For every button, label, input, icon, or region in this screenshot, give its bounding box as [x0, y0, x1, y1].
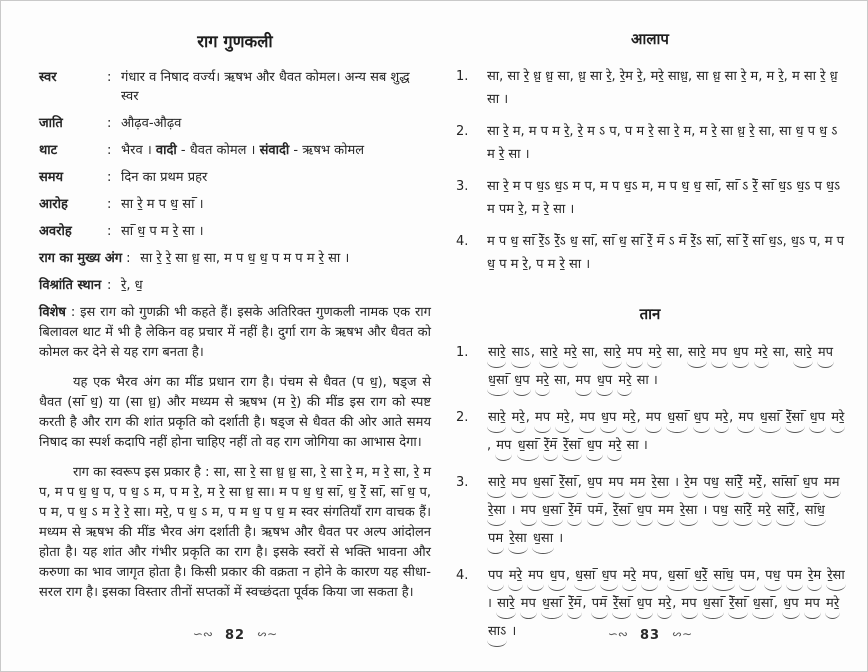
slur-group: पध॒: [712, 498, 729, 526]
slur-group: रे॒̅सा̅: [728, 591, 747, 619]
slur-group: मरे॒: [563, 340, 578, 368]
alap-heading: आलाप: [631, 30, 669, 48]
slur-group: मरे॒: [647, 340, 662, 368]
slur-group: रे॒सा: [508, 526, 527, 554]
page-footer-right: [453, 627, 847, 647]
paragraph: विशेष : इस राग को गुणक्री भी कहते हैं। इसके अतिरिक्त गुणकली नामक एक राग बिलावल थाट में भी है लेकिन वह प्रचार में नहीं है। दुर्गा राग के ऋषभ और धैवत को कोमल कर देने से यह राग बनता है।: [39, 305, 431, 360]
slur-group: रे॒म: [807, 563, 822, 591]
notation-text: सा रे॒ म प ध॒ऽ ध॒ऽ म प, म प ध॒ऽ म, म प ध॒ ध॒ सा̅, सा̅ ऽ रे॒̅ सा̅ ध॒ऽ ध॒ऽ प ध॒ऽ म पम रे॒, म रे॒ सा ।: [487, 179, 841, 217]
page-title: राग गुणकली: [197, 32, 273, 51]
attribute-label: विश्रांति स्थान: [39, 278, 102, 293]
bold-term: वादी: [155, 143, 177, 158]
slur-group: ध॒प: [600, 563, 617, 591]
alap-item: [453, 65, 847, 111]
slur-group: मम: [823, 470, 841, 498]
slur-group: पप: [487, 563, 504, 591]
notation-text: म प ध॒ सा̅ रे॒̅ऽ रे॒̅ऽ ध॒ सा̅, सा̅ ध॒ सा̅ रे॒̅ म̅ ऽ म̅ रे॒̅ऽ सा̅, सा̅ रे॒̅ सा̅ ध॒ऽ, ध॒ऽ प, म प ध॒ प म रे॒, प म रे॒ सा ।: [487, 234, 845, 272]
attribute-value: [121, 222, 431, 241]
slur-group: सारे॒: [687, 340, 706, 368]
page-footer-left: [39, 627, 431, 647]
slur-group: ध॒रे॒̅: [693, 563, 708, 591]
slur-group: रे॒̅सा̅: [612, 498, 631, 526]
taan-item: [453, 405, 847, 461]
slur-group: ध॒प: [801, 470, 818, 498]
slur-group: मरे॒̅: [748, 470, 763, 498]
slur-group: सारे॒: [487, 470, 506, 498]
slur-group: साऽ: [511, 340, 531, 368]
slur-group: मप: [645, 405, 662, 433]
slur-group: सारे॒: [602, 340, 621, 368]
attribute-value: [121, 168, 431, 187]
slur-group: मरे॒: [622, 405, 637, 433]
slur-group: मरे॒: [825, 591, 840, 619]
text-part: सा̅ ध॒ प म रे॒ सा ।: [121, 224, 204, 239]
slur-group: मप: [626, 340, 643, 368]
notation-text: सारे॒ मरे॒, मप मरे॒, मप ध॒प मरे॒, मप ध॒सा̅ ध॒प मरे॒, मप ध॒सा̅ रे॒̅सा̅ ध॒प मरे॒, मप ध॒सा̅ रे॒̅म̅ रे॒̅सा̅ ध॒प मरे॒ सा ।: [487, 410, 845, 453]
slur-group: ध॒प: [809, 405, 826, 433]
text-part: गंधार व निषाद वर्ज्य। ऋषभ और धैवत कोमल। अन्य सब शुद्ध स्वर: [121, 70, 410, 104]
slur-group: रे॒सा: [651, 470, 670, 498]
slur-group: मप: [534, 405, 551, 433]
slur-group: ध॒सा̅: [541, 591, 563, 619]
taan-heading: तान: [639, 305, 661, 323]
slur-group: मप: [579, 405, 596, 433]
slur-group: रे॒̅सा̅: [558, 470, 577, 498]
slur-group: साऽ: [487, 619, 507, 647]
slur-group: मरे॒: [714, 405, 729, 433]
slur-group: सा̅सा̅: [771, 470, 797, 498]
slur-group: पम: [487, 526, 504, 554]
taan-item: [453, 470, 847, 554]
attribute-value: [121, 141, 431, 160]
list-number: 2.: [456, 410, 469, 425]
list-number: 4.: [456, 234, 469, 249]
paragraph: यह एक भैरव अंग का मींड प्रधान राग है। पंचम से धैवत (प ध॒), षड्ज से धैवत (सा̅ ध॒) या (सा ध़॒) और मध्यम से ऋषभ (म रे॒) की मींड इस राग को स्पष्ट करती है और राग की शांत प्रकृति को दर्शाती है। षड्ज से धैवत की ओर आते समय निषाद का स्पर्श कदापि नहीं होना चाहिए नहीं तो वह राग जोगिया का आभास देगा।: [39, 375, 431, 450]
paragraph: राग का स्वरूप इस प्रकार है : सा, सा रे॒ सा ध़॒ ध़॒ सा, रे॒ सा रे॒ म, म रे॒ सा, रे॒ म प, म प ध॒ ध॒ प, प ध॒ ऽ म, प म रे॒, म रे॒ सा ध़॒ सा। म प ध॒ ध॒ सा̅, ध॒ रे॒̅ सा̅, सा̅ ध॒ प, प म, प ध॒ ऽ म रे॒ रे॒ सा। मरे॒, प ध॒ ऽ म, प म ध॒ प ध॒ म स्वर संगतियाँ राग वाचक हैं। मध्यम से ऋषभ की मींड भैरव अंग दर्शाती है। ऋषभ और धैवत पर अल्प आंदोलन होता है। यह शांत और गंभीर प्रकृति का राग है। इसके स्वरों से भक्ति भावना और करुणा का भाव जागृत होता है। किसी प्रकार की वक्रता न होने के कारण यह सीधा-सरल राग है। इसका विस्तार तीनों सप्तकों में स्वच्छंदता पूर्वक किया जा सकता है।: [39, 465, 431, 600]
slur-group: ध॒प: [732, 340, 749, 368]
slur-group: मप: [575, 368, 592, 396]
slur-group: ध॒प: [513, 368, 530, 396]
attribute-row: [39, 114, 431, 133]
attribute-colon: :: [107, 70, 112, 85]
slur-group: सारे॒: [487, 340, 506, 368]
notation-text: सा रे॒ म, म प म रे॒, रे॒ म ऽ प, प म रे॒ सा रे॒ म, म रे॒ सा ध़॒ रे॒ सा, सा ध॒ प ध॒ ऽ म रे॒ सा ।: [487, 124, 838, 162]
slur-group: सारे॒: [487, 405, 506, 433]
slur-group: मप: [495, 433, 512, 461]
page-number-left: 82: [224, 628, 246, 643]
list-number: 1.: [456, 69, 469, 84]
list-number: 3.: [456, 475, 469, 490]
attribute-value: [121, 68, 431, 106]
slur-group: ध॒सा̅: [574, 563, 596, 591]
slur-group: ध॒प: [586, 470, 603, 498]
paragraph-lead: विशेष: [39, 305, 66, 320]
slur-group: रे॒सा: [487, 498, 506, 526]
attribute-colon: :: [126, 251, 131, 266]
list-number: 2.: [456, 124, 469, 139]
attribute-label: आरोह: [39, 197, 68, 212]
slur-group: पध॒: [702, 470, 719, 498]
slur-group: रे॒सा: [826, 563, 845, 591]
slur-group: मप: [817, 340, 834, 368]
slur-group: मप: [641, 563, 658, 591]
notation-text: सारे॒ साऽ, सारे॒ मरे॒ सा, सारे॒ मप मरे॒ सा, सारे॒ मप ध॒प मरे॒ सा, सारे॒ मप ध॒सा̅ ध॒प मरे॒ सा, मप ध॒प मरे॒ सा ।: [487, 345, 834, 388]
taan-item: [453, 340, 847, 396]
slur-group: सारे॒: [793, 340, 812, 368]
attribute-row: [39, 276, 431, 295]
attribute-row: [39, 68, 431, 106]
attribute-label: समय: [39, 170, 64, 185]
page-left: [39, 29, 431, 613]
slur-group: ध॒प: [548, 563, 565, 591]
slur-group: पध॒: [764, 563, 781, 591]
text-part: - धैवत कोमल ।: [176, 143, 260, 158]
attribute-row: [39, 249, 431, 268]
slur-group: मरे॒: [617, 368, 632, 396]
slur-group: पम̅: [587, 498, 604, 526]
attribute-colon: :: [107, 197, 112, 212]
slur-group: मप: [520, 498, 537, 526]
flourish-icon: ∽∾: [192, 627, 213, 641]
slur-group: ध॒सा: [532, 526, 554, 554]
slur-group: पम: [786, 563, 803, 591]
text-part: औढ़व-औढ़व: [121, 116, 182, 131]
text-part: रे॒, ध॒: [121, 278, 143, 293]
slur-group: ध॒प: [596, 368, 613, 396]
slur-group: मरे॒: [508, 563, 523, 591]
slur-group: रे॒म: [683, 470, 698, 498]
attribute-colon: :: [107, 170, 112, 185]
slur-group: रे॒̅सा̅: [785, 405, 804, 433]
list-number: 1.: [456, 345, 469, 360]
text-part: दिन का प्रथम प्रहर: [121, 170, 208, 185]
vishesh-paragraphs: [39, 303, 431, 603]
slur-group: मरे॒: [754, 340, 769, 368]
attribute-value: [121, 114, 431, 133]
attribute-label: जाति: [39, 116, 63, 131]
slur-group: सा̅ध॒: [712, 563, 734, 591]
slur-group: मरे॒: [535, 368, 550, 396]
slur-group: ध॒सा̅: [666, 405, 688, 433]
slur-group: ध॒प: [586, 433, 603, 461]
slur-group: रे॒̅सा̅: [562, 433, 581, 461]
slur-group: मरे॒: [657, 591, 672, 619]
slur-group: मप: [511, 470, 528, 498]
slur-group: मम: [629, 470, 647, 498]
slur-group: सारे॒: [496, 591, 515, 619]
slur-group: मप: [520, 591, 537, 619]
list-number: 3.: [456, 179, 469, 194]
slur-group: सा̅रे॒̅: [776, 498, 795, 526]
slur-group: मप: [681, 591, 698, 619]
text-part: सा रे॒ रे॒ सा ध़॒ सा, म प ध॒ ध॒ प म प म रे॒ सा ।: [140, 251, 350, 266]
slur-group: ध॒प: [782, 591, 799, 619]
slur-group: मम: [657, 498, 675, 526]
text-part: सा रे॒ म प ध॒ सा̅ ।: [121, 197, 204, 212]
slur-group: पम: [739, 563, 756, 591]
slur-group: रे॒̅म̅: [567, 591, 582, 619]
list-number: 4.: [456, 568, 469, 583]
slur-group: मरे॒: [757, 498, 772, 526]
slur-group: ध॒सा̅: [752, 591, 774, 619]
attribute-row: [39, 168, 431, 187]
slur-group: मप: [737, 405, 754, 433]
slur-group: ध॒प: [636, 591, 653, 619]
slur-group: रे॒̅म̅: [543, 433, 558, 461]
page-right: [453, 29, 847, 656]
alap-item: [453, 230, 847, 276]
slur-group: मप: [804, 591, 821, 619]
slur-group: रे॒̅सा̅: [612, 591, 631, 619]
slur-group: ध॒सा̅: [487, 368, 509, 396]
notation-text: सारे॒ मप ध॒सा̅ रे॒̅सा̅, ध॒प मप मम रे॒सा । रे॒म पध॒ सा̅रे॒̅ मरे॒̅, सा̅सा̅ ध॒प मम रे॒सा । मप ध॒सा̅ रे॒̅म̅ पम̅, रे॒̅सा̅ ध॒प मम रे॒सा । पध॒ सा̅रे॒̅ मरे॒ सा̅रे॒̅, सा̅ध॒ पम रे॒सा ध॒सा ।: [487, 475, 841, 546]
slur-group: मप: [608, 470, 625, 498]
slur-group: सारे॒: [539, 340, 558, 368]
attribute-label: अवरोह: [39, 224, 72, 239]
slur-group: ध॒प: [636, 498, 653, 526]
attribute-colon: :: [107, 224, 112, 239]
slur-group: सा̅रे॒̅: [733, 498, 752, 526]
alap-item: [453, 120, 847, 166]
attribute-value: [121, 195, 431, 214]
text-part: भैरव ।: [121, 143, 156, 158]
slur-group: ध॒सा̅: [702, 591, 724, 619]
text-part: - ऋषभ कोमल: [289, 143, 365, 158]
attribute-row: [39, 222, 431, 241]
slur-group: ध॒सा̅: [532, 470, 554, 498]
slur-group: ध॒सा̅: [667, 563, 689, 591]
attribute-label: राग का मुख्य अंग: [39, 251, 123, 266]
attribute-label: थाट: [39, 143, 58, 158]
taan-list: [453, 340, 847, 647]
attribute-colon: :: [107, 278, 112, 293]
attribute-colon: :: [107, 116, 112, 131]
slur-group: मप: [711, 340, 728, 368]
attribute-row: [39, 195, 431, 214]
slur-group: सा̅ध॒: [804, 498, 826, 526]
slur-group: ध॒प: [600, 405, 617, 433]
attribute-value: [121, 276, 431, 295]
flourish-icon: ∽∾: [607, 627, 628, 641]
slur-group: मरे॒: [511, 405, 526, 433]
alap-list: [453, 65, 847, 276]
slur-group: सा̅रे॒̅: [724, 470, 743, 498]
slur-group: मरे॒: [622, 563, 637, 591]
slur-group: ध॒सा̅: [759, 405, 781, 433]
notation-text: सा, सा रे॒ ध़॒ ध़॒ सा, ध़॒ सा रे॒, रे॒म रे॒, मरे॒ साध़॒, सा ध़॒ सा रे॒ म, म रे॒, म सा रे॒ ध़॒ सा ।: [487, 69, 838, 107]
slur-group: ध॒सा̅: [517, 433, 539, 461]
notation-text: पप मरे॒ मप ध॒प, ध॒सा̅ ध॒प मरे॒ मप, ध॒सा̅ ध॒रे॒̅ सा̅ध॒ पम, पध॒ पम रे॒म रे॒सा । सारे॒ मप ध॒सा̅ रे॒̅म̅, पम̅ रे॒̅सा̅ ध॒प मरे॒, मप ध॒सा̅ रे॒̅सा̅ ध॒सा̅, ध॒प मप मरे॒ साऽ ।: [487, 568, 846, 639]
slur-group: मप: [527, 563, 544, 591]
attribute-value: [140, 249, 431, 268]
slur-group: मरे॒: [607, 433, 622, 461]
slur-group: रे॒̅म̅: [567, 498, 582, 526]
slur-group: मरे॒: [830, 405, 845, 433]
attribute-row: [39, 141, 431, 160]
flourish-icon: ∽∾: [257, 627, 278, 641]
raga-attribute-list: [39, 68, 431, 295]
slur-group: मरे॒: [555, 405, 570, 433]
page-number-right: 83: [639, 628, 661, 643]
slur-group: ध॒सा̅: [541, 498, 563, 526]
alap-item: [453, 175, 847, 221]
attribute-colon: :: [107, 143, 112, 158]
attribute-label: स्वर: [39, 70, 57, 85]
slur-group: ध॒प: [693, 405, 710, 433]
slur-group: पम̅: [591, 591, 608, 619]
flourish-icon: ∽∾: [672, 627, 693, 641]
bold-term: संवादी: [259, 143, 290, 158]
slur-group: रे॒सा: [679, 498, 698, 526]
